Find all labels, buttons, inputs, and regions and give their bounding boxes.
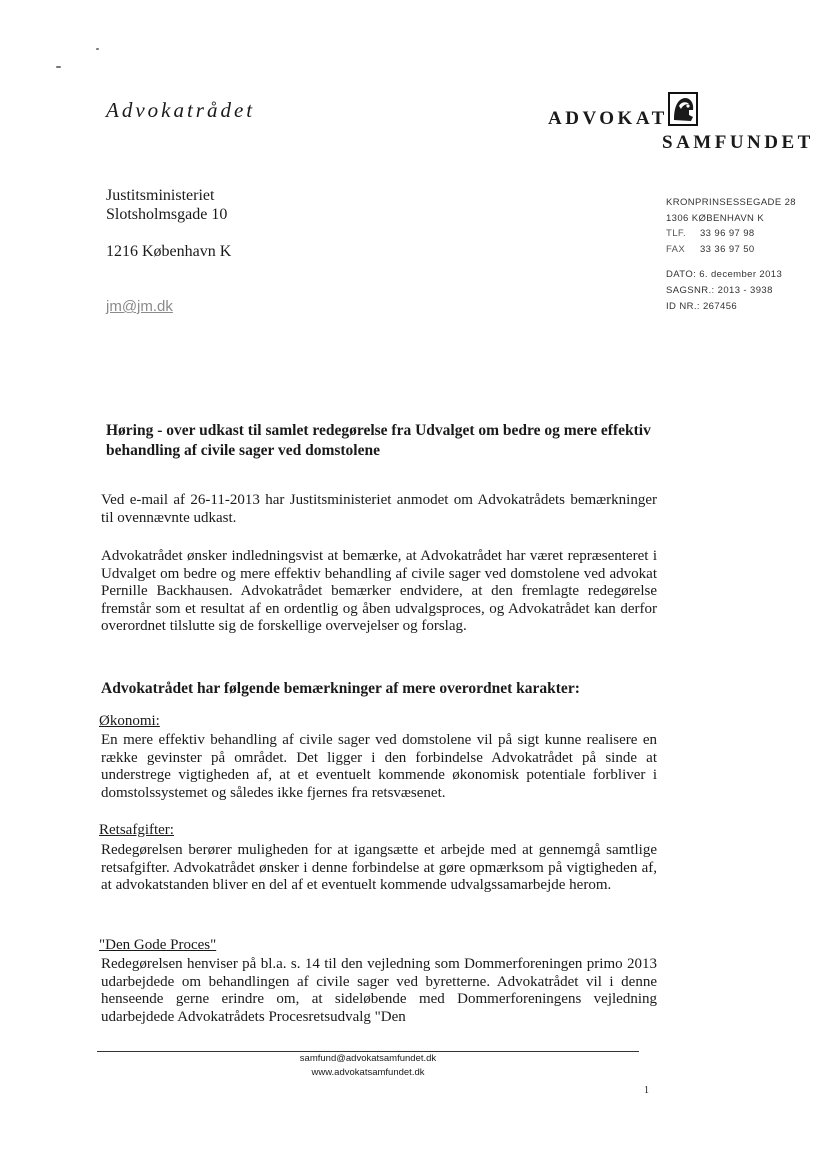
helmet-logo-icon bbox=[668, 92, 698, 126]
scan-speck bbox=[96, 48, 99, 50]
sender-street: KRONPRINSESSEGADE 28 bbox=[666, 197, 796, 208]
section-text-court-fees: Redegørelsen berører muligheden for at igangsætte et arbejde med at gennemgå samtlige retsafgifter. Advokatrådet ønsker i denne forbindelse at gøre opmærksom på vigtigheden af, at advokatstanden bliver en del af et eventuelt kommende udvalgssamarbejde herom. bbox=[101, 842, 657, 894]
section-text-economy: En mere effektiv behandling af civile sager ved domstolene vil på sigt kunne realisere en række gevinster på området. Det ligger i den forbindelse Advokatrådet på sinde at understrege vigtigheden af, at et eventuelt kommende økonomisk potentiale forbliver i domstolssystemet og således ikke fjernes fra retsvæsenet. bbox=[101, 732, 657, 801]
date-line: DATO: 6. december 2013 bbox=[666, 269, 783, 281]
recipient-address bbox=[106, 186, 231, 261]
sender-fax-row bbox=[666, 242, 796, 258]
remarks-heading: Advokatrådet har følgende bemærkninger af mere overordnet karakter: bbox=[101, 680, 580, 697]
fax-value: 33 36 97 50 bbox=[700, 243, 755, 255]
sender-phone-row bbox=[666, 226, 796, 242]
fax-label: FAX bbox=[666, 243, 686, 255]
footer-website-link[interactable]: www.advokatsamfundet.dk bbox=[311, 1067, 425, 1078]
logo-text-top: ADVOKAT bbox=[548, 108, 668, 129]
logo-text-bottom: SAMFUNDET bbox=[662, 132, 814, 153]
subject-heading: Høring - over udkast til samlet redegørelse fra Udvalget om bedre og mere effektiv behandling af civile sager ved domstolene bbox=[106, 422, 651, 459]
recipient-line: Justitsministeriet bbox=[106, 187, 215, 204]
sender-city: 1306 KØBENHAVN K bbox=[666, 212, 765, 224]
case-number-line: SAGSNR.: 2013 - 3938 bbox=[666, 284, 773, 296]
section-title-economy: Økonomi: bbox=[99, 713, 160, 729]
recipient-line: 1216 København K bbox=[106, 243, 232, 260]
id-number-line: ID NR.: 267456 bbox=[666, 300, 738, 312]
phone-value: 33 96 97 98 bbox=[700, 228, 755, 240]
recipient-line: Slotsholmsgade 10 bbox=[106, 206, 228, 223]
phone-label: TLF. bbox=[666, 228, 687, 240]
advokatsamfundet-logo bbox=[548, 92, 814, 153]
recipient-email-link[interactable]: jm@jm.dk bbox=[106, 298, 173, 315]
body-paragraph: Ved e-mail af 26-11-2013 har Justitsministeriet anmodet om Advokatrådets bemærkninger til ovennævnte udkast. bbox=[101, 492, 657, 526]
footer-divider bbox=[97, 1051, 639, 1052]
scan-speck bbox=[56, 66, 61, 68]
footer-email-link[interactable]: samfund@advokatsamfundet.dk bbox=[299, 1053, 437, 1064]
section-title-good-process: "Den Gode Proces" bbox=[99, 937, 217, 953]
sender-info-block bbox=[666, 195, 796, 314]
sender-name: Advokatrådet bbox=[106, 98, 256, 122]
body-paragraph: Advokatrådet ønsker indledningsvist at bemærke, at Advokatrådet har været repræsenteret i Udvalget om bedre og mere effektiv behandling af civile sager ved domstolene ved advokat Pernille Backhausen. Advokatrådet bemærker endvidere, at den fremlagte redegørelse fremstår som et resultat af en ordentlig og åben udvalgsproces, og Advokatrådet kan derfor overordnet tilslutte sig de forskellige overvejelser og forslag. bbox=[101, 548, 657, 635]
section-text-good-process: Redegørelsen henviser på bl.a. s. 14 til den vejledning som Dommerforeningen primo 2013 udarbejdede om behandlingen af civile sager ved byretterne. Advokatrådet vil i denne henseende gerne erindre om, at sideløbende med Dommerforeningens vejledning udarbejdede Advokatrådets Procesretsudvalg "Den bbox=[101, 956, 657, 1025]
page-number: 1 bbox=[644, 1085, 649, 1096]
section-title-court-fees: Retsafgifter: bbox=[99, 822, 174, 838]
